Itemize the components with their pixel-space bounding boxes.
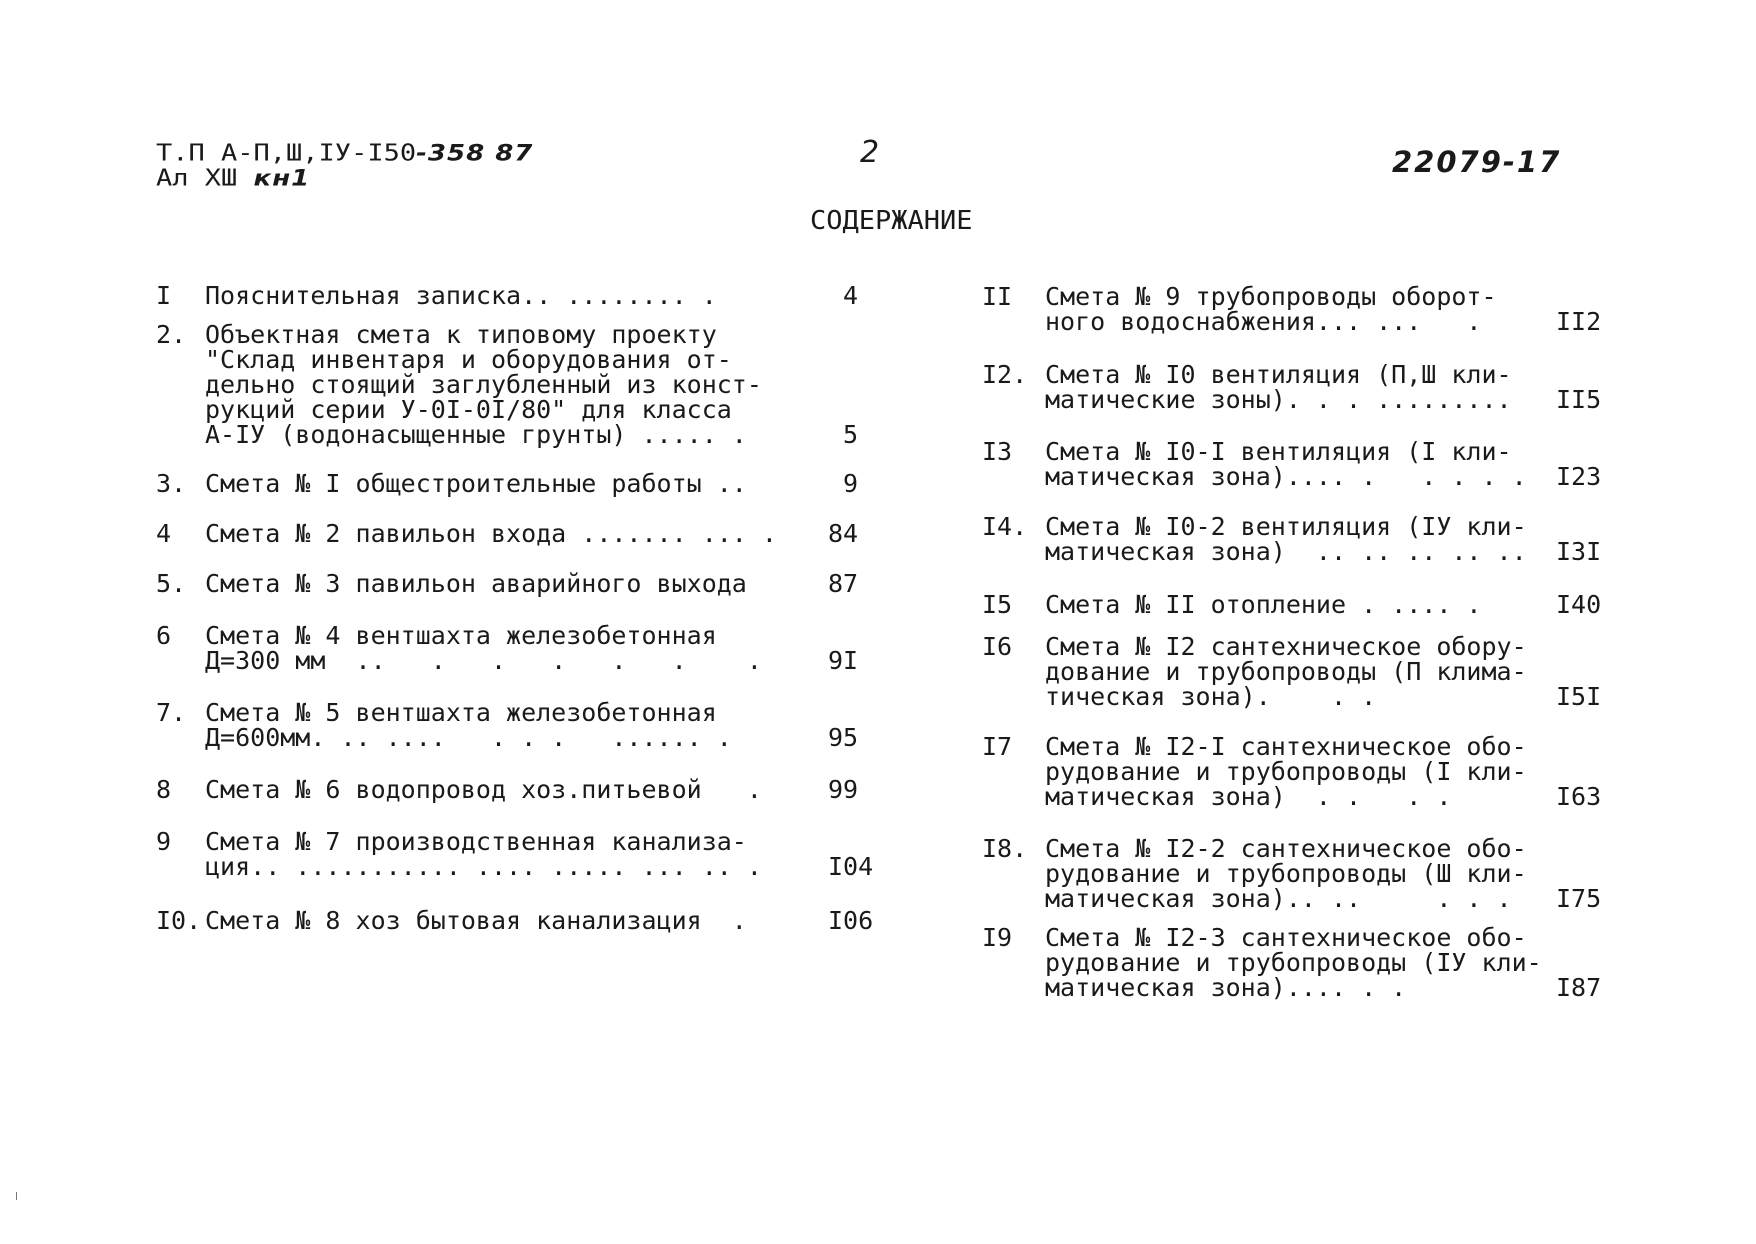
toc-entry-number: I5 — [982, 590, 1013, 619]
project-code-line — [156, 142, 533, 166]
toc-entry-number: I0. — [156, 906, 202, 935]
toc-entry-page: 5 — [843, 420, 859, 449]
toc-entry-text: матическая зона).. .. . . . — [1045, 884, 1512, 913]
page-number: 2 — [860, 135, 880, 170]
toc-entry-text: Д=300 мм .. . . . . . . — [205, 646, 762, 675]
toc-entry-text: матическая зона).... . . . . . — [1045, 462, 1527, 491]
toc-entry-number: II — [982, 282, 1013, 311]
toc-entry-text: рудование и трубопроводы (Ш кли- — [1045, 859, 1527, 888]
project-code-handwritten: -358 87 — [416, 141, 534, 167]
toc-entry-number: 6 — [156, 621, 172, 650]
toc-entry-text: дельно стоящий заглубленный из конст- — [205, 370, 762, 399]
toc-entry-page: 84 — [828, 519, 859, 548]
toc-entry-text: Д=600мм. .. .... . . . ...... . — [205, 723, 732, 752]
project-code-typed: Т.П А-П,Ш,IУ-I50 — [156, 140, 417, 167]
toc-entry-page: 87 — [828, 569, 859, 598]
toc-entry-text: ция.. ........... .... ..... ... .. . — [205, 852, 762, 881]
toc-entry-number: I8. — [982, 834, 1028, 863]
toc-entry-text: рукций серии У-0I-0I/80" для класса — [205, 395, 732, 424]
toc-entry-number: 3. — [156, 469, 187, 498]
toc-entry-text: Смета № I общестроительные работы .. — [205, 469, 747, 498]
album-typed: Ал XШ — [156, 165, 238, 192]
toc-entry-text: Смета № 8 хоз бытовая канализация . — [205, 906, 747, 935]
toc-entry-text: Смета № I2-I сантехническое обо- — [1045, 732, 1527, 761]
toc-entry-page: I06 — [828, 906, 874, 935]
toc-entry-text: Объектная смета к типовому проекту — [205, 320, 717, 349]
toc-entry-text: Смета № 4 вентшахта железобетонная — [205, 621, 717, 650]
toc-entry-text: Смета № 2 павильон входа ....... ... . — [205, 519, 777, 548]
toc-entry-text: ного водоснабжения... ... . — [1045, 307, 1482, 336]
toc-entry-page: I04 — [828, 852, 874, 881]
toc-entry-page: I23 — [1556, 462, 1602, 491]
toc-entry-number: 5. — [156, 569, 187, 598]
toc-entry-text: тическая зона). . . — [1045, 682, 1377, 711]
album-handwritten: кн1 — [253, 166, 311, 192]
toc-entry-number: I2. — [982, 360, 1028, 389]
toc-entry-number: I6 — [982, 632, 1013, 661]
toc-entry-number: 4 — [156, 519, 172, 548]
toc-entry-text: рудование и трубопроводы (I кли- — [1045, 757, 1527, 786]
toc-entry-page: II2 — [1556, 307, 1602, 336]
toc-entry-number: I4. — [982, 512, 1028, 541]
toc-entry-page: 9I — [828, 646, 859, 675]
toc-entry-text: Смета № 9 трубопроводы оборот- — [1045, 282, 1497, 311]
toc-entry-text: Смета № I0 вентиляция (П,Ш кли- — [1045, 360, 1512, 389]
toc-entry — [156, 906, 874, 1033]
toc-entry-text: Пояснительная записка.. ........ . — [205, 281, 717, 310]
toc-entry-text: А-IУ (водонасыщенные грунты) ..... . — [205, 420, 747, 449]
toc-entry-text: рудование и трубопроводы (IУ кли- — [1045, 948, 1542, 977]
toc-entry-text: дование и трубопроводы (П клима- — [1045, 657, 1527, 686]
document-number: 22079-17 — [1392, 145, 1562, 179]
toc-entry-text: Смета № I0-I вентиляция (I кли- — [1045, 437, 1512, 466]
toc-entry-text: Смета № I0-2 вентиляция (IУ кли- — [1045, 512, 1527, 541]
toc-entry-text: "Склад инвентаря и оборудования от- — [205, 345, 732, 374]
toc-entry-page: 9 — [843, 469, 859, 498]
toc-entry — [982, 923, 1602, 1100]
toc-entry-text: матическая зона) . . . . — [1045, 782, 1452, 811]
toc-entry-text: Смета № 5 вентшахта железобетонная — [205, 698, 717, 727]
toc-entry-text: матические зоны). . . ......... — [1045, 385, 1512, 414]
contents-title: СОДЕРЖАНИЕ — [810, 206, 973, 236]
toc-entry-page: 99 — [828, 775, 859, 804]
toc-entry-number: I9 — [982, 923, 1013, 952]
album-line — [156, 167, 310, 191]
toc-entry-text: Смета № 6 водопровод хоз.питьевой . — [205, 775, 762, 804]
toc-entry-text: Смета № I2-3 сантехническое обо- — [1045, 923, 1527, 952]
toc-entry-number: 7. — [156, 698, 187, 727]
toc-entry-text: Смета № 3 павильон аварийного выхода — [205, 569, 747, 598]
toc-entry-number: 2. — [156, 320, 187, 349]
toc-entry-text: Смета № I2 сантехническое обору- — [1045, 632, 1527, 661]
toc-entry-number: 8 — [156, 775, 172, 804]
toc-entry-text: Смета № 7 производственная канализа- — [205, 827, 747, 856]
toc-entry-page: I40 — [1556, 590, 1602, 619]
toc-entry-page: II5 — [1556, 385, 1602, 414]
toc-entry-text: матическая зона) .. .. .. .. .. — [1045, 537, 1527, 566]
toc-entry-number: I3 — [982, 437, 1013, 466]
toc-entry-text: матическая зона).... . . — [1045, 973, 1407, 1002]
margin-mark — [16, 1192, 17, 1200]
toc-entry-page: I87 — [1556, 973, 1602, 1002]
toc-entry-number: 9 — [156, 827, 172, 856]
toc-entry-page: I3I — [1556, 537, 1602, 566]
toc-entry-number: I — [156, 281, 172, 310]
toc-entry-page: I75 — [1556, 884, 1602, 913]
toc-entry-page: 4 — [843, 281, 859, 310]
toc-entry-page: I5I — [1556, 682, 1602, 711]
toc-entry-page: 95 — [828, 723, 859, 752]
toc-entry-text: Смета № II отопление . .... . — [1045, 590, 1482, 619]
toc-entry-number: I7 — [982, 732, 1013, 761]
toc-entry-page: I63 — [1556, 782, 1602, 811]
toc-entry-text: Смета № I2-2 сантехническое обо- — [1045, 834, 1527, 863]
